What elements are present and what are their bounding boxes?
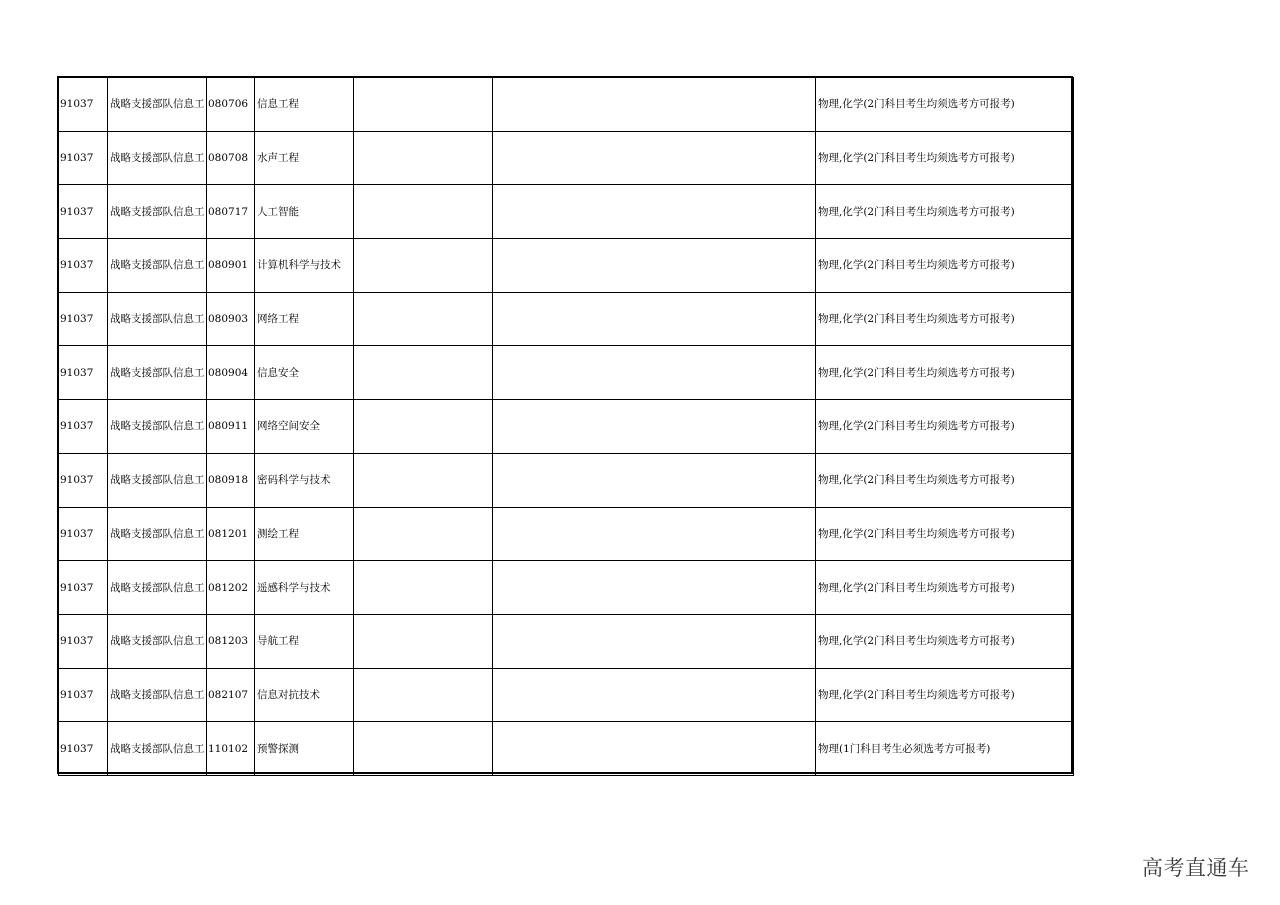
- institution-name-cell: 战略支援部队信息工: [108, 668, 207, 722]
- institution-code-cell: 91037: [59, 292, 108, 346]
- major-code-cell: 081202: [207, 561, 255, 615]
- empty-cell: [354, 346, 493, 400]
- subject-requirement-cell: 物理,化学(2门科目考生均须选考方可报考): [816, 346, 1074, 400]
- institution-code-cell: 91037: [59, 668, 108, 722]
- table-row: [59, 400, 1074, 454]
- major-code-cell: 081201: [207, 507, 255, 561]
- empty-cell: [493, 722, 816, 776]
- institution-name-cell: 战略支援部队信息工: [108, 292, 207, 346]
- table-row: [59, 561, 1074, 615]
- institution-name-cell: 战略支援部队信息工: [108, 614, 207, 668]
- major-name-cell: 计算机科学与技术: [255, 239, 354, 293]
- major-name-cell: 网络空间安全: [255, 400, 354, 454]
- empty-cell: [493, 346, 816, 400]
- empty-cell: [354, 668, 493, 722]
- institution-code-cell: 91037: [59, 453, 108, 507]
- table-row: [59, 722, 1074, 776]
- major-code-cell: 081203: [207, 614, 255, 668]
- empty-cell: [493, 614, 816, 668]
- empty-cell: [354, 131, 493, 185]
- institution-name-cell: 战略支援部队信息工: [108, 131, 207, 185]
- major-name-cell: 水声工程: [255, 131, 354, 185]
- table-row: [59, 292, 1074, 346]
- institution-code-cell: 91037: [59, 239, 108, 293]
- table-row: [59, 507, 1074, 561]
- institution-code-cell: 91037: [59, 400, 108, 454]
- major-name-cell: 测绘工程: [255, 507, 354, 561]
- major-code-cell: 080717: [207, 185, 255, 239]
- empty-cell: [354, 453, 493, 507]
- major-name-cell: 信息安全: [255, 346, 354, 400]
- major-name-cell: 网络工程: [255, 292, 354, 346]
- subject-requirement-cell: 物理(1门科目考生必须选考方可报考): [816, 722, 1074, 776]
- empty-cell: [493, 185, 816, 239]
- empty-cell: [354, 507, 493, 561]
- institution-name-cell: 战略支援部队信息工: [108, 722, 207, 776]
- empty-cell: [354, 185, 493, 239]
- table-row: [59, 668, 1074, 722]
- major-name-cell: 人工智能: [255, 185, 354, 239]
- table-row: [59, 131, 1074, 185]
- major-code-cell: 082107: [207, 668, 255, 722]
- table-row: [59, 346, 1074, 400]
- subject-requirement-cell: 物理,化学(2门科目考生均须选考方可报考): [816, 453, 1074, 507]
- institution-name-cell: 战略支援部队信息工: [108, 453, 207, 507]
- subject-requirement-cell: 物理,化学(2门科目考生均须选考方可报考): [816, 185, 1074, 239]
- table-row: [59, 239, 1074, 293]
- major-name-cell: 遥感科学与技术: [255, 561, 354, 615]
- institution-name-cell: 战略支援部队信息工: [108, 185, 207, 239]
- major-name-cell: 导航工程: [255, 614, 354, 668]
- major-code-cell: 080708: [207, 131, 255, 185]
- empty-cell: [493, 131, 816, 185]
- empty-cell: [354, 292, 493, 346]
- subject-requirement-cell: 物理,化学(2门科目考生均须选考方可报考): [816, 131, 1074, 185]
- institution-code-cell: 91037: [59, 346, 108, 400]
- empty-cell: [354, 614, 493, 668]
- major-code-cell: 080904: [207, 346, 255, 400]
- institution-code-cell: 91037: [59, 78, 108, 132]
- major-code-cell: 110102: [207, 722, 255, 776]
- watermark-text: 高考直通车: [1142, 856, 1250, 880]
- admission-requirements-table: [58, 77, 1074, 776]
- major-name-cell: 密码科学与技术: [255, 453, 354, 507]
- empty-cell: [493, 668, 816, 722]
- institution-name-cell: 战略支援部队信息工: [108, 400, 207, 454]
- subject-requirement-cell: 物理,化学(2门科目考生均须选考方可报考): [816, 292, 1074, 346]
- institution-name-cell: 战略支援部队信息工: [108, 346, 207, 400]
- institution-name-cell: 战略支援部队信息工: [108, 507, 207, 561]
- institution-name-cell: 战略支援部队信息工: [108, 239, 207, 293]
- major-name-cell: 预警探测: [255, 722, 354, 776]
- subject-requirement-cell: 物理,化学(2门科目考生均须选考方可报考): [816, 507, 1074, 561]
- table-row: [59, 78, 1074, 132]
- empty-cell: [354, 78, 493, 132]
- major-code-cell: 080706: [207, 78, 255, 132]
- table-row: [59, 185, 1074, 239]
- institution-name-cell: 战略支援部队信息工: [108, 78, 207, 132]
- empty-cell: [354, 400, 493, 454]
- major-code-cell: 080918: [207, 453, 255, 507]
- table-body: [59, 78, 1074, 776]
- institution-code-cell: 91037: [59, 614, 108, 668]
- empty-cell: [493, 453, 816, 507]
- subject-requirement-cell: 物理,化学(2门科目考生均须选考方可报考): [816, 239, 1074, 293]
- institution-code-cell: 91037: [59, 561, 108, 615]
- institution-name-cell: 战略支援部队信息工: [108, 561, 207, 615]
- empty-cell: [493, 561, 816, 615]
- empty-cell: [493, 400, 816, 454]
- major-code-cell: 080911: [207, 400, 255, 454]
- table-row: [59, 453, 1074, 507]
- empty-cell: [493, 78, 816, 132]
- major-code-cell: 080901: [207, 239, 255, 293]
- subject-requirement-cell: 物理,化学(2门科目考生均须选考方可报考): [816, 561, 1074, 615]
- major-name-cell: 信息对抗技术: [255, 668, 354, 722]
- empty-cell: [493, 292, 816, 346]
- institution-code-cell: 91037: [59, 185, 108, 239]
- institution-code-cell: 91037: [59, 131, 108, 185]
- institution-code-cell: 91037: [59, 507, 108, 561]
- major-code-cell: 080903: [207, 292, 255, 346]
- major-name-cell: 信息工程: [255, 78, 354, 132]
- subject-requirement-cell: 物理,化学(2门科目考生均须选考方可报考): [816, 78, 1074, 132]
- subject-requirement-cell: 物理,化学(2门科目考生均须选考方可报考): [816, 668, 1074, 722]
- table-row: [59, 614, 1074, 668]
- empty-cell: [354, 239, 493, 293]
- subject-requirement-cell: 物理,化学(2门科目考生均须选考方可报考): [816, 400, 1074, 454]
- institution-code-cell: 91037: [59, 722, 108, 776]
- empty-cell: [354, 561, 493, 615]
- subject-requirement-cell: 物理,化学(2门科目考生均须选考方可报考): [816, 614, 1074, 668]
- empty-cell: [493, 507, 816, 561]
- empty-cell: [493, 239, 816, 293]
- empty-cell: [354, 722, 493, 776]
